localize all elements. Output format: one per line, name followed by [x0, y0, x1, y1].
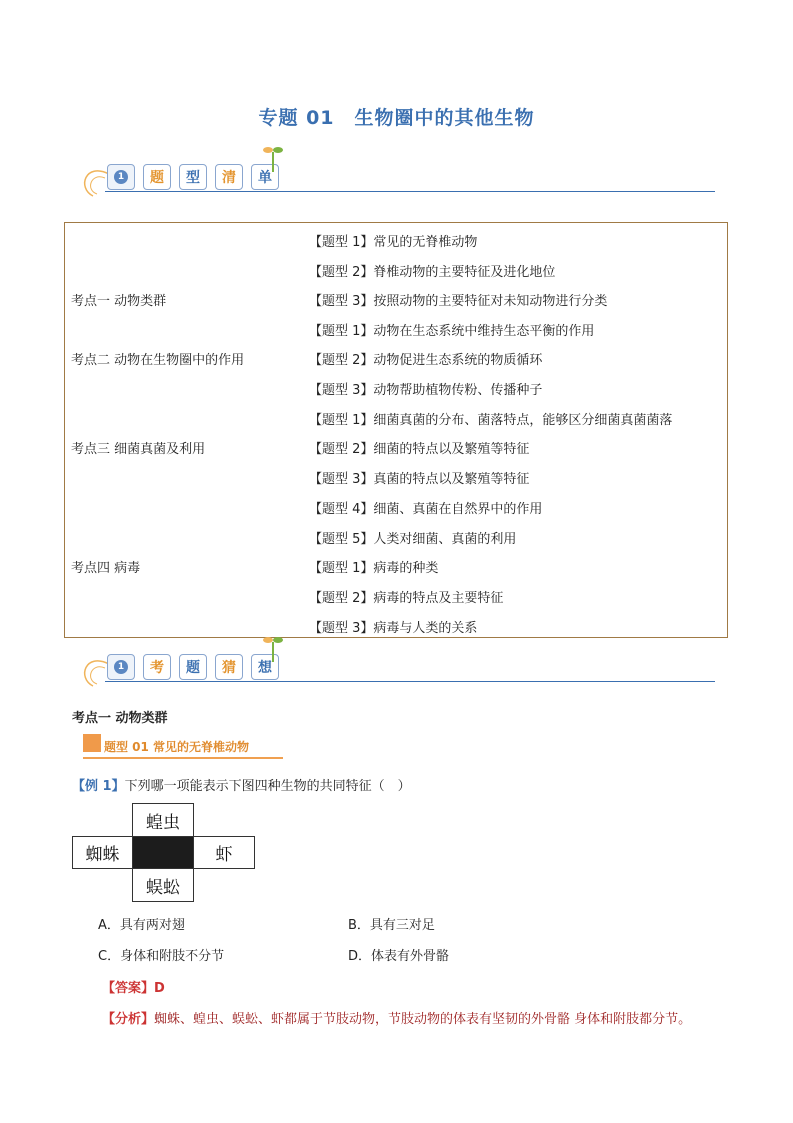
grid-cell-left: 蜘蛛	[72, 836, 133, 869]
banner-rule	[105, 681, 715, 682]
question-type-item: 【题型 3】按照动物的主要特征对未知动物进行分类	[309, 294, 608, 309]
banner-char: 猜	[215, 654, 243, 680]
section-heading: 考点一 动物类群	[72, 711, 168, 726]
question-type-underline	[83, 757, 283, 759]
section-number-badge: 1	[107, 654, 135, 680]
banner-char: 想	[251, 654, 279, 680]
analysis-text: 蜘蛛、蝗虫、蜈蚣、虾都属于节肢动物，节肢动物的体表有坚韧的外骨骼 身体和附肢都分节。	[154, 1012, 692, 1027]
banner-rule	[105, 191, 715, 192]
question-type-item: 【题型 2】细菌的特点以及繁殖等特征	[309, 442, 530, 457]
banner-char: 题	[179, 654, 207, 680]
page-title: 专题 01 生物圈中的其他生物	[258, 107, 535, 129]
banner-exam-prediction	[75, 642, 715, 692]
option-c: C．身体和附肢不分节	[98, 949, 225, 964]
banner-char: 考	[143, 654, 171, 680]
question-type-item: 【题型 3】动物帮助植物传粉、传播种子	[309, 383, 543, 398]
question-type-item: 【题型 2】脊椎动物的主要特征及进化地位	[309, 265, 556, 280]
question-type-item: 【题型 2】病毒的特点及主要特征	[309, 591, 504, 606]
grid-cell-bottom: 蜈蚣	[132, 868, 194, 902]
grid-cell-center	[132, 836, 194, 869]
section-label: 考点四 病毒	[71, 561, 141, 576]
question-type-marker	[83, 734, 101, 752]
option-d: D．体表有外骨骼	[348, 949, 450, 964]
question-type-item: 【题型 4】细菌、真菌在自然界中的作用	[309, 502, 543, 517]
section-label: 考点三 细菌真菌及利用	[71, 442, 206, 457]
question-type-item: 【题型 3】真菌的特点以及繁殖等特征	[309, 472, 530, 487]
question-type-item: 【题型 1】病毒的种类	[309, 561, 439, 576]
question-text: 下列哪一项能表示下图四种生物的共同特征（ ）	[124, 779, 411, 794]
question-type-item: 【题型 2】动物促进生态系统的物质循环	[309, 353, 543, 368]
summary-table	[64, 222, 728, 638]
question-type-item: 【题型 3】病毒与人类的关系	[309, 621, 478, 636]
section-number-badge: 1	[107, 164, 135, 190]
example-tag: 【例 1】	[72, 779, 125, 794]
question-type-heading: 题型 01 常见的无脊椎动物	[104, 740, 250, 754]
grid-cell-right: 虾	[193, 836, 255, 869]
analysis-tag: 【分析】	[102, 1012, 155, 1027]
banner-char: 清	[215, 164, 243, 190]
question-type-item: 【题型 1】常见的无脊椎动物	[309, 235, 478, 250]
sprout-icon	[263, 144, 283, 174]
question-type-item: 【题型 5】人类对细菌、真菌的利用	[309, 532, 517, 547]
option-b: B．具有三对足	[348, 918, 435, 933]
question-stem	[72, 775, 411, 794]
section-label: 考点二 动物在生物圈中的作用	[71, 353, 245, 368]
banner-char: 单	[251, 164, 279, 190]
section-label: 考点一 动物类群	[71, 294, 167, 309]
option-a: A．具有两对翅	[98, 918, 185, 933]
grid-cell-top: 蝗虫	[132, 803, 194, 837]
banner-char: 题	[143, 164, 171, 190]
sprout-icon	[263, 634, 283, 664]
banner-question-list	[75, 152, 715, 202]
analysis	[102, 1008, 691, 1027]
answer: 【答案】D	[102, 981, 165, 996]
banner-char: 型	[179, 164, 207, 190]
question-type-item: 【题型 1】动物在生态系统中维持生态平衡的作用	[309, 324, 595, 339]
question-type-item: 【题型 1】细菌真菌的分布、菌落特点，能够区分细菌真菌菌落	[309, 413, 673, 428]
